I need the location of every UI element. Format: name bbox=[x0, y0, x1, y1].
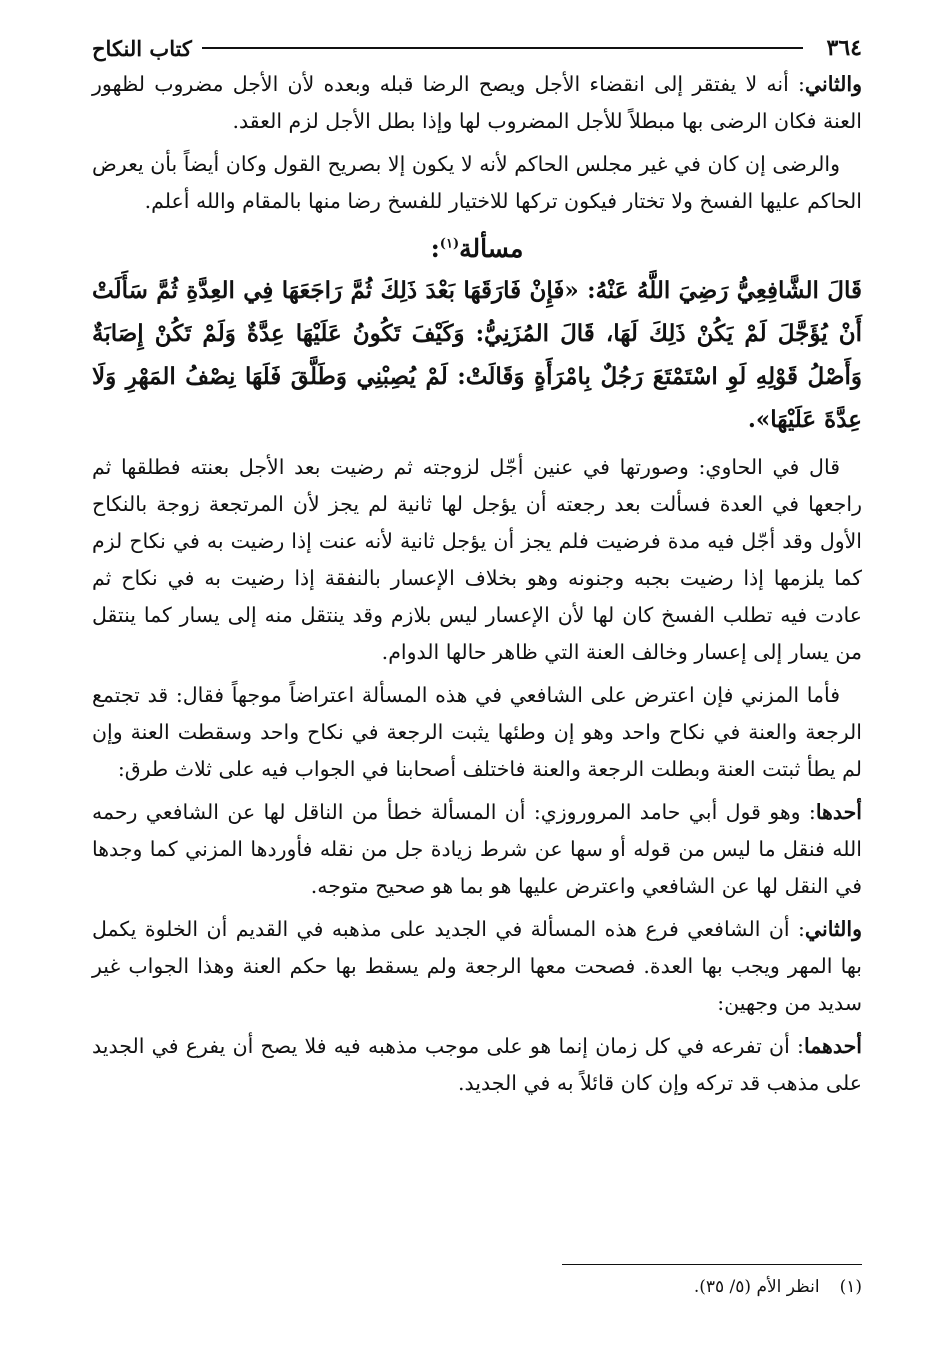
paragraph-lead: والثاني bbox=[804, 917, 862, 941]
paragraph-lead: أحدها bbox=[815, 800, 862, 824]
paragraph bbox=[92, 66, 862, 140]
paragraph-text: : وهو قول أبي حامد المروروزي: أن المسألة خطأ من الناقل لها عن الشافعي رحمه الله فنقل ما ليس من قوله أو سها عن شرط زيادة جل من نقله فأوردها المزني كما وجدها في النقل لها عن الشافعي واعترض عليها هو بما هو صحيح متوجه. bbox=[92, 800, 862, 898]
paragraph-text: : أنه لا يفتقر إلى انقضاء الأجل ويصح الرضا قبله وبعده لأن الأجل مضروب لظهور العنة فكان الرضى بها مبطلاً للأجل المضروب لها وإذا بطل الأجل لزم العقد. bbox=[92, 72, 862, 133]
footnote bbox=[92, 1277, 862, 1297]
section-title-suffix: : bbox=[430, 234, 440, 263]
section-title bbox=[92, 234, 862, 263]
book-title: كتاب النكاح bbox=[92, 35, 192, 61]
paragraph bbox=[92, 794, 862, 905]
paragraph-text: فأما المزني فإن اعترض على الشافعي في هذه المسألة اعتراضاً موجهاً فقال: قد تجتمع الرجعة والعنة في نكاح واحد وهو إن وطئها يثبت الرجعة في نكاح واحد وسقطت العنة وإن لم يطأ ثبتت العنة وبطلت الرجعة والعنة فاختلف أصحابنا في الجواب فيه على ثلاث طرق: bbox=[92, 683, 862, 781]
paragraph bbox=[92, 911, 862, 1022]
page-number: ٣٦٤ bbox=[826, 35, 862, 61]
paragraph bbox=[92, 1028, 862, 1102]
paragraph bbox=[92, 677, 862, 788]
footnote-ref: (١) bbox=[439, 236, 460, 252]
footnote-area bbox=[92, 1264, 862, 1297]
header-rule bbox=[202, 47, 803, 49]
footnote-text: انظر الأم (٥/ ٣٥). bbox=[693, 1277, 820, 1297]
paragraph-lead: والثاني bbox=[804, 72, 862, 96]
paragraph-lead: أحدهما bbox=[803, 1034, 862, 1058]
footnote-rule bbox=[562, 1264, 862, 1265]
paragraph-text: والرضى إن كان في غير مجلس الحاكم لأنه لا يكون إلا بصريح القول وكان أيضاً بأن يعرض الحاكم عليها الفسخ ولا تختار فيكون تركها للاختيار للفسخ رضا منها بالمقام والله أعلم. bbox=[92, 152, 862, 213]
page-header bbox=[92, 30, 862, 66]
quoted-text: قَالَ الشَّافِعِيُّ رَضِيَ اللَّهُ عَنْهُ: «فَإِنْ فَارَقَهَا بَعْدَ ذَلِكَ ثُمَّ رَاجَعَهَا فِي العِدَّةِ ثُمَّ سَأَلَتْ أَنْ يُؤَجَّلَ لَمْ يَكُنْ ذَلِكَ لَهَا، قَالَ المُزَنِيُّ: وَكَيْفَ تَكُونُ عَلَيْهَا عِدَّةٌ وَلَمْ تَكُنْ إِصَابَةٌ وَأَصْلُ قَوْلِهِ لَوِ اسْتَمْتَعَ رَجُلٌ بِامْرَأَةٍ وَقَالَتْ: لَمْ يُصِبْنِي وَطَلَّقَ فَلَهَا نِصْفُ المَهْرِ وَلَا عِدَّةَ عَلَيْهَا». bbox=[92, 277, 862, 433]
paragraph-text: : أن تفرعه في كل زمان إنما هو على موجب مذهبه فيه فلا يصح أن يفرع في الجديد على مذهب قد تركه وإن كان قائلاً به في الجديد. bbox=[92, 1034, 862, 1095]
paragraph-text: قال في الحاوي: وصورتها في عنين أجّل لزوجته ثم رضيت بعد الأجل بعنته فطلقها ثم راجعها في العدة فسألت بعد رجعته أن يؤجل لها ثانية لم يجز لأن المرتجعة زوجة بالنكاح الأول وقد أجّل فيه مدة فرضيت فلم يجز أن يؤجل ثانية لأنه عنت إذا رضيت به في نكاح لزم كما يلزمها إذا رضيت بجبه وجنونه وهو بخلاف الإعسار بالنفقة إذا رضيت به في نكاح ثم عادت فيه تطلب الفسخ كان لها لأن الإعسار ليس بلازم وقد ينتقل منه إلى يسار كما ينتقل من يسار إلى إعسار وخالف العنة التي ظاهر حالها الدوام. bbox=[92, 455, 862, 664]
paragraph bbox=[92, 449, 862, 671]
paragraph bbox=[92, 146, 862, 220]
section-title-text: مسألة bbox=[459, 234, 524, 263]
paragraph-text: : أن الشافعي فرع هذه المسألة في الجديد على مذهبه في القديم أن الخلوة يكمل بها المهر ويجب بها العدة. فصحت معها الرجعة ولم يسقط بها حكم العنة وهذا الجواب غير سديد من وجهين: bbox=[92, 917, 862, 1015]
footnote-number: (١) bbox=[839, 1277, 862, 1297]
